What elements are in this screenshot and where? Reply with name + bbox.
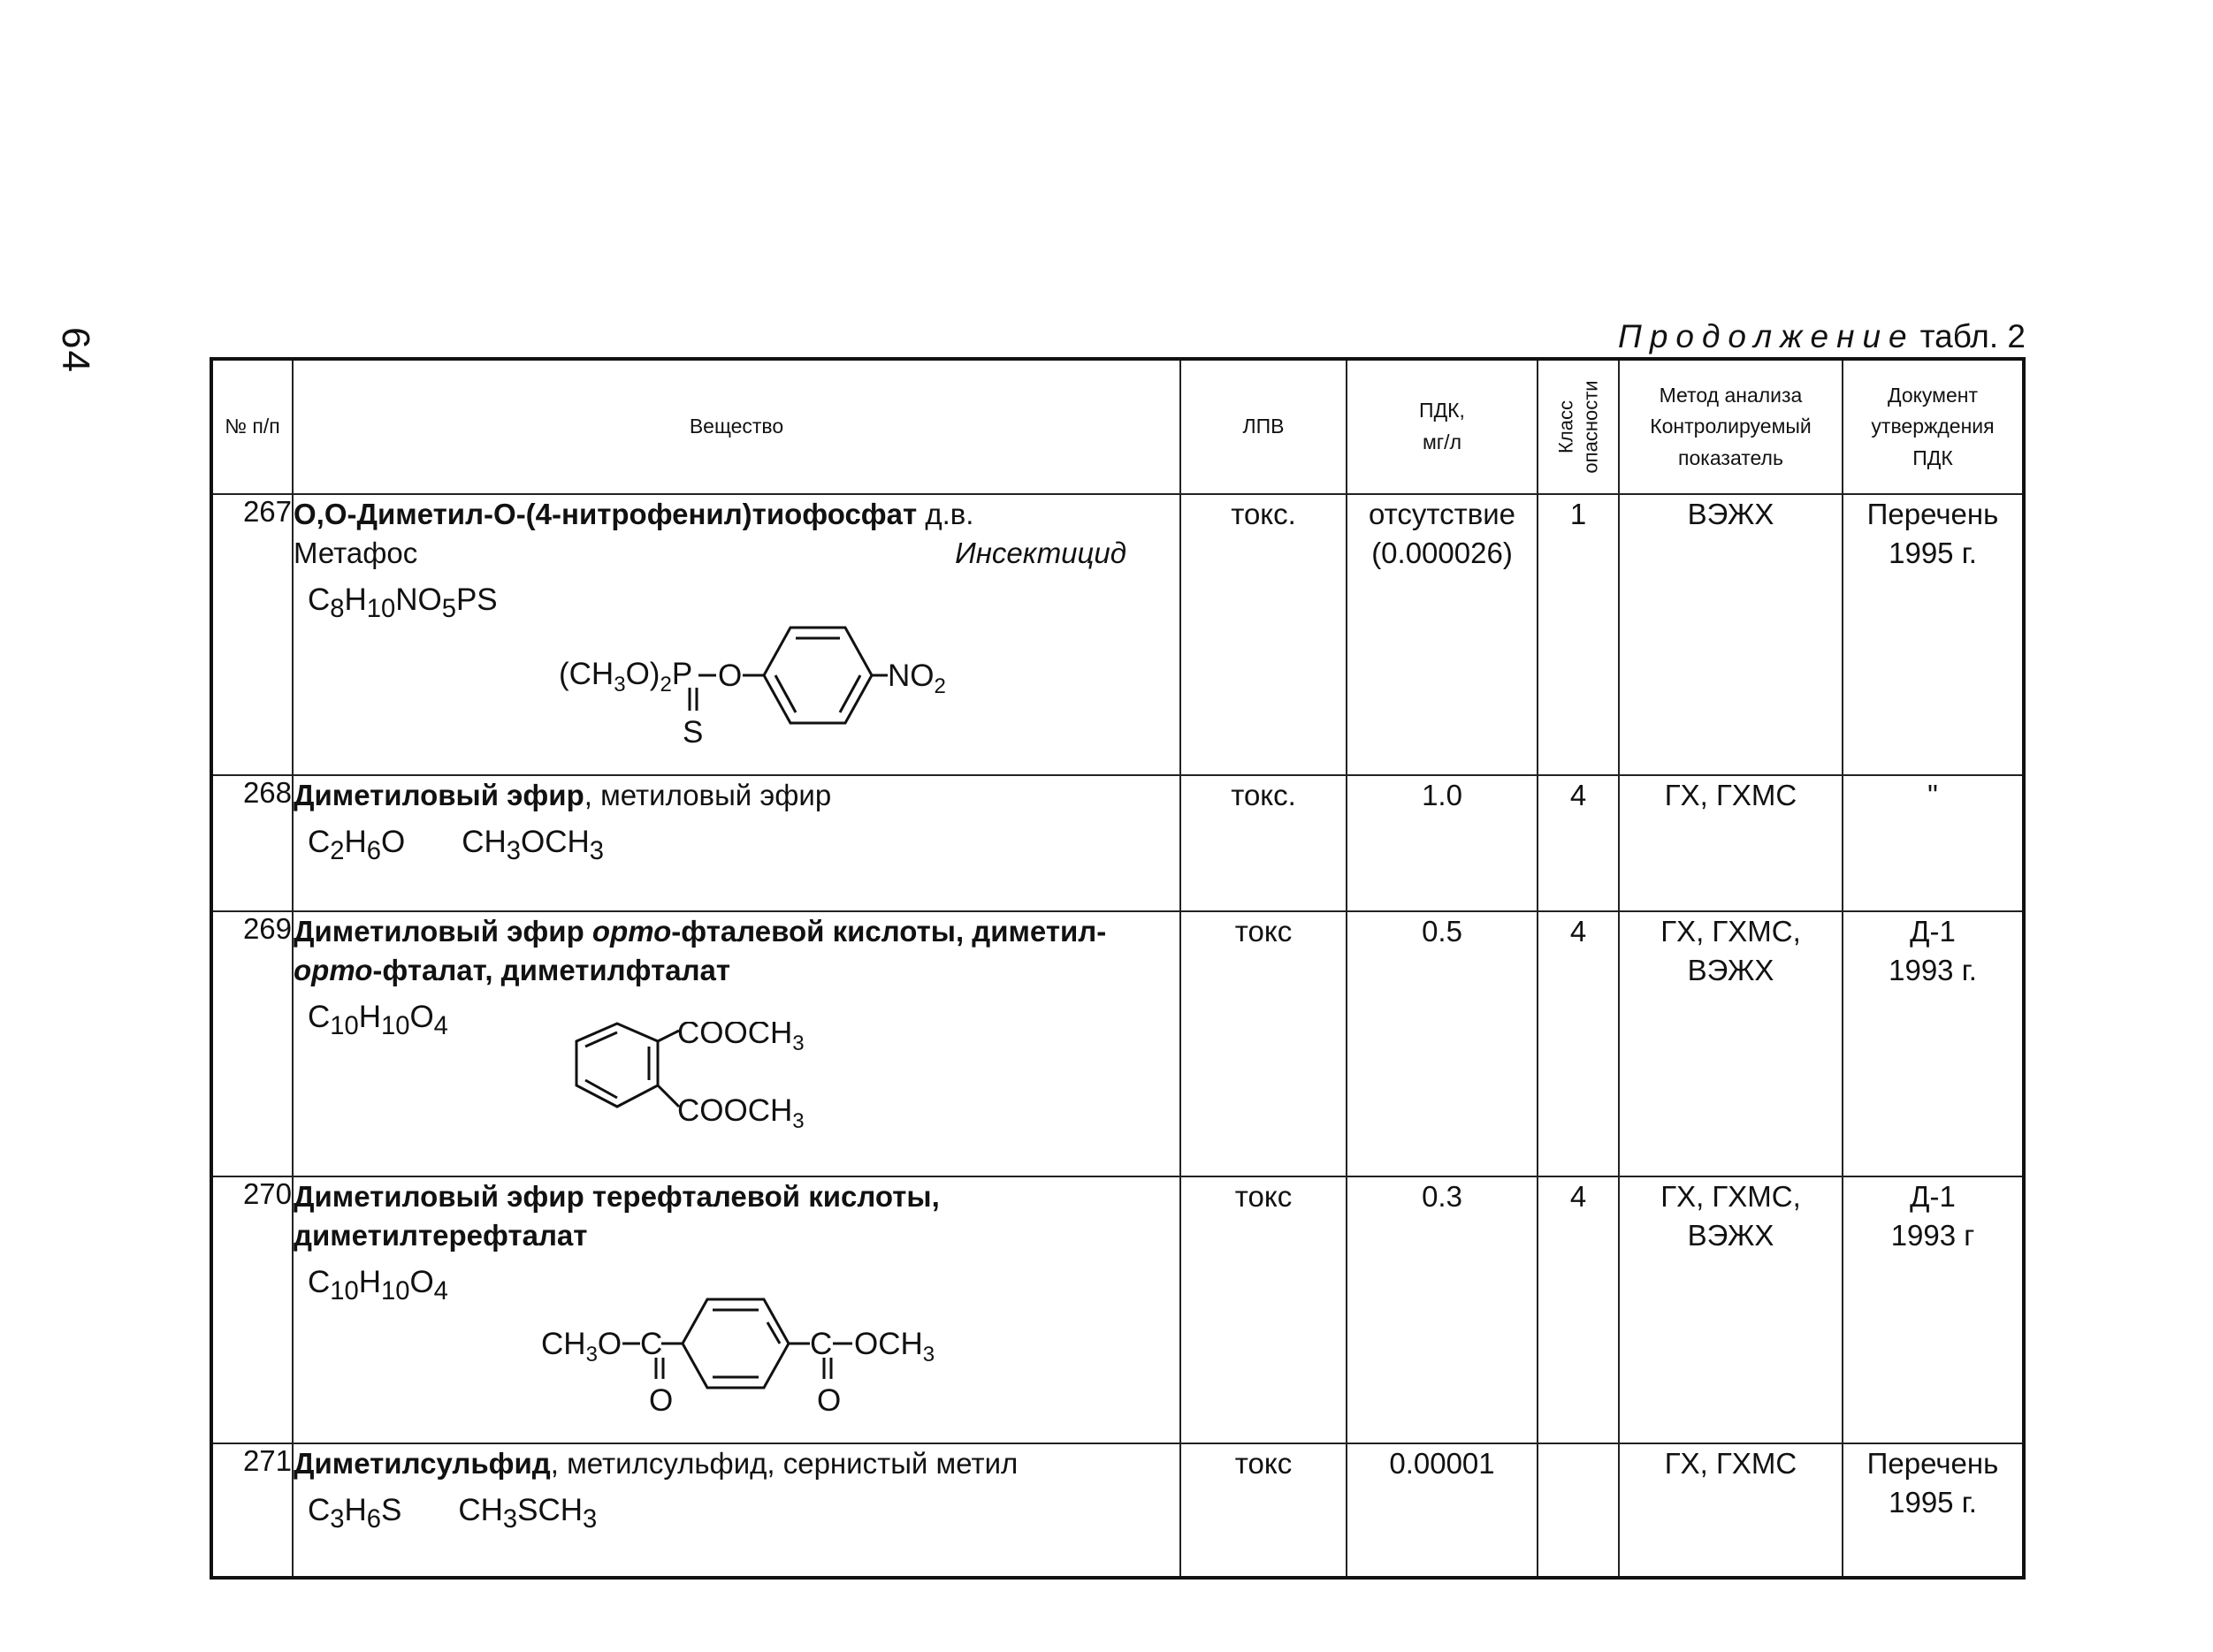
bond: [775, 675, 796, 712]
bond: [658, 1085, 679, 1107]
row-number: 267: [211, 494, 293, 775]
substance-synonym: Метафос: [294, 536, 418, 569]
document-line: ": [1927, 779, 1938, 811]
benzene-ring: [764, 628, 872, 723]
substance-cell: [293, 1443, 1180, 1578]
document-line: 1993 г: [1890, 1218, 1975, 1252]
bond: [658, 1031, 679, 1041]
header-num: № п/п: [211, 359, 293, 494]
pdk-cell: [1347, 494, 1538, 775]
structure-270: [541, 1287, 1036, 1420]
substance-name: [294, 495, 1179, 534]
pdk-value: 0.3: [1422, 1180, 1462, 1213]
document-line: 1993 г.: [1889, 953, 1977, 986]
header-document: [1843, 359, 2024, 494]
pdk-cell: [1347, 1443, 1538, 1578]
header-method-line: показатель: [1678, 445, 1783, 469]
substance-name-part: -фталат, диметилфталат: [372, 953, 731, 986]
pdk-value: (0.000026): [1371, 536, 1513, 569]
lpv-cell: токс: [1180, 911, 1347, 1176]
pdk-value: 0.5: [1422, 915, 1462, 948]
substance-name-rest: д.в.: [917, 498, 974, 530]
header-document-line: Документ: [1887, 383, 1979, 407]
substance-name-italic: орто: [591, 915, 672, 948]
method-cell: [1619, 1176, 1843, 1443]
structure-atom-s: S: [683, 715, 704, 750]
substance-cell: [293, 494, 1180, 775]
header-hazard-line: опасности: [1579, 380, 1601, 474]
substance-name: [294, 1444, 1179, 1483]
table-row: [211, 494, 2024, 775]
pdk-cell: [1347, 911, 1538, 1176]
document-cell: [1843, 911, 2024, 1176]
document-line: 1995 г.: [1889, 1485, 1977, 1519]
structure-group: $NO_2$: [888, 659, 946, 698]
header-method: [1619, 359, 1843, 494]
molecular-formula: $C_{10}H_{10}O_4$: [308, 1264, 448, 1306]
substance-cell: [293, 911, 1180, 1176]
row-number: 270: [211, 1176, 293, 1443]
row-number: 269: [211, 911, 293, 1176]
lpv-cell: токс: [1180, 1176, 1347, 1443]
hazard-class-cell: 4: [1538, 1176, 1619, 1443]
method-line: ВЭЖХ: [1687, 953, 1774, 986]
lpv-cell: токс.: [1180, 494, 1347, 775]
bond: [840, 675, 860, 712]
document-cell: [1843, 1443, 2024, 1578]
structure-267: [559, 617, 1054, 750]
benzene-ring: [683, 1299, 789, 1388]
hazard-class-cell: 4: [1538, 911, 1619, 1176]
structure-atom-c: C: [640, 1327, 663, 1361]
substance-name-rest: , метилсульфид, сернистый метил: [550, 1447, 1019, 1480]
method-line: ГХ, ГХМС: [1664, 779, 1797, 811]
header-pdk-line: мг/л: [1422, 430, 1461, 453]
header-lpv: ЛПВ: [1180, 359, 1347, 494]
structure-269: [559, 1022, 859, 1154]
pdk-value: 0.00001: [1389, 1447, 1495, 1480]
method-cell: [1619, 775, 1843, 911]
lpv-cell: токс: [1180, 1443, 1347, 1578]
structure-atom-c: C: [810, 1327, 833, 1361]
substance-cell: [293, 775, 1180, 911]
header-hazard-class: [1538, 359, 1619, 494]
structure-label: $(CH_3O)_2P$: [559, 657, 693, 697]
method-line: ВЭЖХ: [1687, 1218, 1774, 1252]
table-row: [211, 1443, 2024, 1578]
substance-name-line2: диметилтерефталат: [294, 1218, 588, 1252]
table-row: [211, 775, 2024, 911]
substance-name: [294, 912, 1179, 951]
substance-name-rest: , метиловый эфир: [584, 779, 832, 811]
header-method-line: Контролируемый: [1650, 415, 1812, 438]
header-pdk: [1347, 359, 1538, 494]
document-line: Перечень: [1866, 1447, 1999, 1480]
substance-name-part: -фталевой кислоты, диметил-: [671, 915, 1107, 948]
substance-name-italic: орто: [294, 953, 373, 986]
caption-table-ref: табл. 2: [1919, 318, 2026, 354]
caption-continuation: Продолжение: [1618, 318, 1915, 354]
substances-table: [210, 357, 2026, 1580]
method-line: ГХ, ГХМС,: [1660, 1180, 1801, 1213]
header-pdk-line: ПДК,: [1419, 399, 1465, 423]
pdk-value: отсутствие: [1368, 498, 1516, 530]
substance-name-bold: Диметилсульфид: [294, 1447, 551, 1480]
method-cell: [1619, 911, 1843, 1176]
substance-line2: [294, 534, 1179, 573]
substance-name: Диметиловый эфир терефталевой кислоты,: [294, 1180, 940, 1213]
substance-name-bold: Диметиловый эфир: [294, 779, 584, 811]
method-cell: [1619, 1443, 1843, 1578]
structure-group: $COOCH_3$: [677, 1093, 805, 1133]
pdk-value: 1.0: [1422, 779, 1462, 811]
header-hazard-class-wrap: [1538, 361, 1618, 493]
lpv-cell: токс.: [1180, 775, 1347, 911]
header-hazard-class-text: [1554, 380, 1603, 473]
substance-name: [294, 776, 1179, 815]
structure-atom-o: O: [718, 659, 743, 693]
row-number: 268: [211, 775, 293, 911]
document-cell: [1843, 775, 2024, 911]
molecular-formula: $C_3H_6S$ $CH_3SCH_3$: [308, 1492, 598, 1534]
hazard-class-cell: 4: [1538, 775, 1619, 911]
structure-atom-o: O: [649, 1383, 674, 1418]
molecular-formula: $C_2H_6O$ $CH_3OCH_3$: [308, 824, 605, 865]
hazard-class-cell: 1: [1538, 494, 1619, 775]
structure-group: $COOCH_3$: [677, 1022, 805, 1055]
pdk-cell: [1347, 1176, 1538, 1443]
table-caption: [1618, 318, 2026, 355]
substance-name-line2: [294, 951, 1179, 990]
benzene-ring: [576, 1024, 658, 1107]
structure-label: $OCH_3$: [854, 1327, 935, 1367]
header-document-line: ПДК: [1912, 445, 1953, 469]
document-line: Д-1: [1910, 1180, 1956, 1213]
molecular-formula: $C_{10}H_{10}O_4$: [308, 999, 448, 1040]
page-number: 64: [54, 327, 97, 374]
table-row: [211, 1176, 2024, 1443]
header-substance: Вещество: [293, 359, 1180, 494]
row-number: 271: [211, 1443, 293, 1578]
method-line: ГХ, ГХМС: [1664, 1447, 1797, 1480]
pdk-cell: [1347, 775, 1538, 911]
structure-label: $CH_3O$: [541, 1327, 622, 1367]
table-row: [211, 911, 2024, 1176]
substance-name-bold: O,O-Диметил-O-(4-нитрофенил)тиофосфат: [294, 498, 918, 530]
document-line: 1995 г.: [1889, 536, 1977, 569]
document-line: Перечень: [1866, 498, 1999, 530]
table-header-row: [211, 359, 2024, 494]
structure-atom-o: O: [817, 1383, 842, 1418]
substance-cell: [293, 1176, 1180, 1443]
document-cell: [1843, 494, 2024, 775]
substance-name-part: Диметиловый эфир: [294, 915, 592, 948]
bond: [585, 1080, 617, 1098]
header-document-line: утверждения: [1871, 415, 1995, 438]
molecular-formula: $C_8H_{10}NO_5PS$: [308, 582, 498, 623]
substance-category: Инсектицид: [955, 536, 1126, 569]
method-cell: [1619, 494, 1843, 775]
hazard-class-cell: [1538, 1443, 1619, 1578]
method-line: ГХ, ГХМС,: [1660, 915, 1801, 948]
header-method-line: Метод анализа: [1659, 383, 1803, 407]
header-hazard-line: Класс: [1554, 400, 1577, 453]
document-cell: [1843, 1176, 2024, 1443]
document-line: Д-1: [1910, 915, 1956, 948]
method-line: ВЭЖХ: [1687, 498, 1774, 530]
